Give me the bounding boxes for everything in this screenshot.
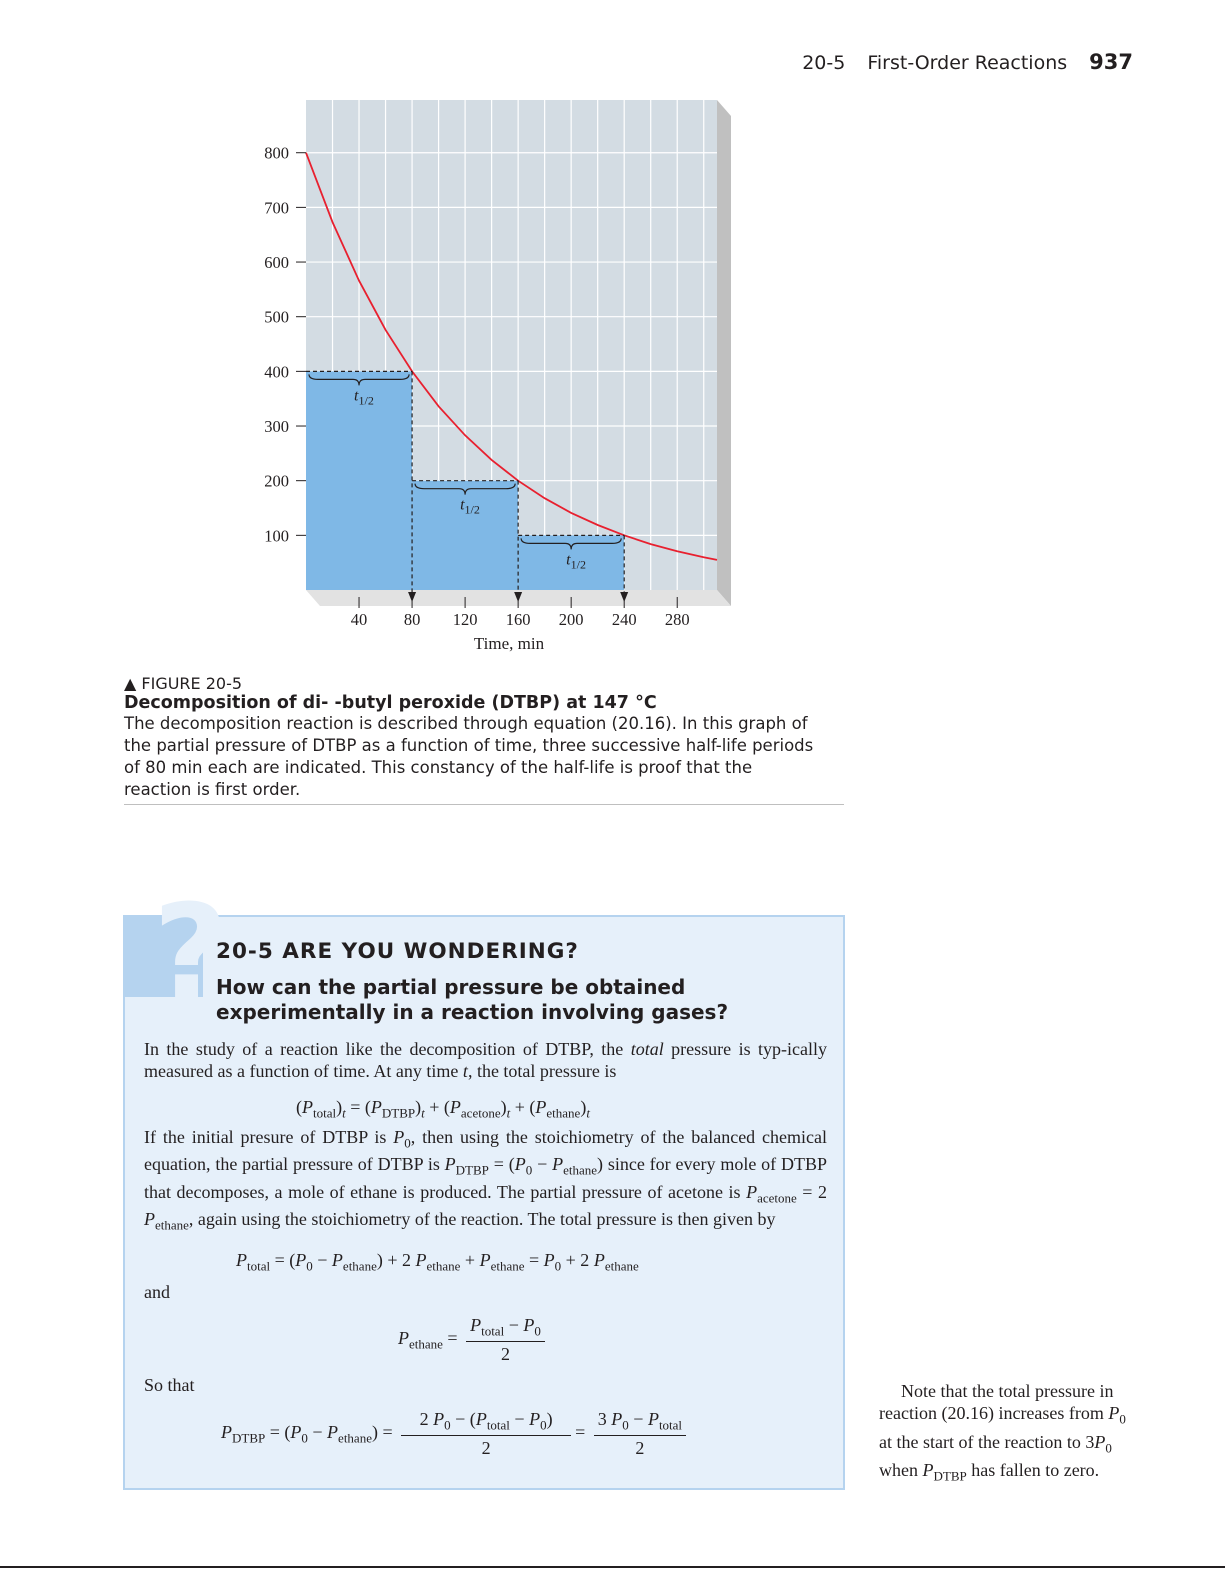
x-tick-label: 240: [611, 610, 637, 629]
figure-chart: [240, 95, 760, 660]
svg-text:?: ?: [153, 876, 229, 1028]
x-tick-label: 80: [403, 610, 421, 629]
y-tick-label: 100: [264, 526, 289, 546]
y-tick-label: 600: [264, 253, 289, 273]
equation-total-pressure: $(P_{total})_t = (P_{DTBP})_t + (P_{acetone})_t + (P_{ethane})_t$: [296, 1097, 590, 1121]
box-paragraph-1: In the study of a reaction like the decomposition of DTBP, the total pressure is typ-ically measured as a function of time. At any time t, the total pressure is: [144, 1039, 827, 1081]
page-bottom-rule: [0, 1566, 1225, 1568]
y-tick-label: 500: [264, 307, 289, 327]
equation-ptotal: $P_{total} = (P_0 - P_{ethane}) + 2$ $P_{ethane} + P_{ethane} = P_0 + 2$ $P_{ethane}$: [236, 1250, 639, 1274]
figure-caption-text: The decomposition reaction is described through equation (20.16). In this graph of the partial pressure of DTBP as a function of time, three successive half-life periods of 80 min each are indicated. This constancy of the half-life is proof that the reaction is first order.: [124, 714, 814, 799]
half-life-bar-2: [412, 481, 518, 590]
y-tick-label: 400: [264, 362, 289, 382]
plot-side-panel: [717, 100, 731, 606]
question-mark-icon: [125, 876, 229, 1028]
running-head: [802, 50, 1133, 74]
half-life-label: $t_{1/2}$: [460, 496, 480, 517]
x-tick-label: 200: [558, 610, 584, 629]
x-tick-label: 120: [452, 610, 478, 629]
box-and: and: [144, 1282, 170, 1302]
half-life-subscript: 1/2: [358, 393, 374, 408]
figure-caption: [124, 674, 824, 801]
page-number: 937: [1089, 50, 1133, 74]
section-number: 20-5: [802, 52, 846, 74]
margin-note: Note that the total pressure in reaction (20.16) increases from $P_0$ at the start of the reaction to $3P_0$ when $P_{DTBP}$ has fallen to zero.: [879, 1381, 1126, 1484]
box-subheading: How can the partial pressure be obtained experimentally in a reaction involving gases?: [216, 975, 729, 1024]
y-tick-label: 800: [264, 143, 289, 163]
y-tick-label: 200: [264, 471, 289, 491]
x-axis-label: Time, min: [473, 634, 545, 653]
figure-title: Decomposition of di- -butyl peroxide (DTBP) at 147 °C: [124, 693, 657, 713]
box-paragraph-2: If the initial presure of DTBP is $P_0$, then using the stoichiometry of the balanced chemical equation, the partial pressure of DTBP is $P_{DTBP} = (P_0 - P_{ethane})$ since for every mole of DTBP that decomposes, a mole of ethane is produced. The partial pressure of acetone is $P_{acetone} = 2$ $P_{ethane}$, again using the stoichiometry of the reaction. The total pressure is then given by: [144, 1127, 828, 1233]
y-tick-label: 300: [264, 417, 289, 437]
equation-pethane: $P_{ethane}$ = $\frac{P_{total} - P_0}{2}$: [398, 1315, 549, 1365]
wondering-box: [123, 876, 845, 1490]
figure-label: ▲ FIGURE 20-5: [124, 674, 243, 693]
y-axis: [264, 144, 306, 546]
x-tick-label: 280: [664, 610, 690, 629]
box-so-that: So that: [144, 1375, 195, 1395]
section-title: First-Order Reactions: [867, 52, 1068, 74]
caption-divider: [124, 804, 844, 805]
equation-pdtbp: $P_{DTBP} = (P_0 - P_{ethane})$ = $\frac{2 P_0 - (P_{total} - P_0)}{2}$ = $\frac{3 P_0 - P_{total}}{2}$: [221, 1409, 690, 1459]
half-life-subscript: 1/2: [464, 502, 480, 517]
half-life-label: $t_{1/2}$: [354, 387, 374, 408]
x-tick-label: 160: [505, 610, 531, 629]
half-life-label: $t_{1/2}$: [566, 551, 586, 572]
box-heading: 20-5 ARE YOU WONDERING?: [216, 939, 579, 964]
half-life-subscript: 1/2: [570, 557, 586, 572]
x-tick-label: 40: [350, 610, 368, 629]
y-tick-label: 700: [264, 198, 289, 218]
